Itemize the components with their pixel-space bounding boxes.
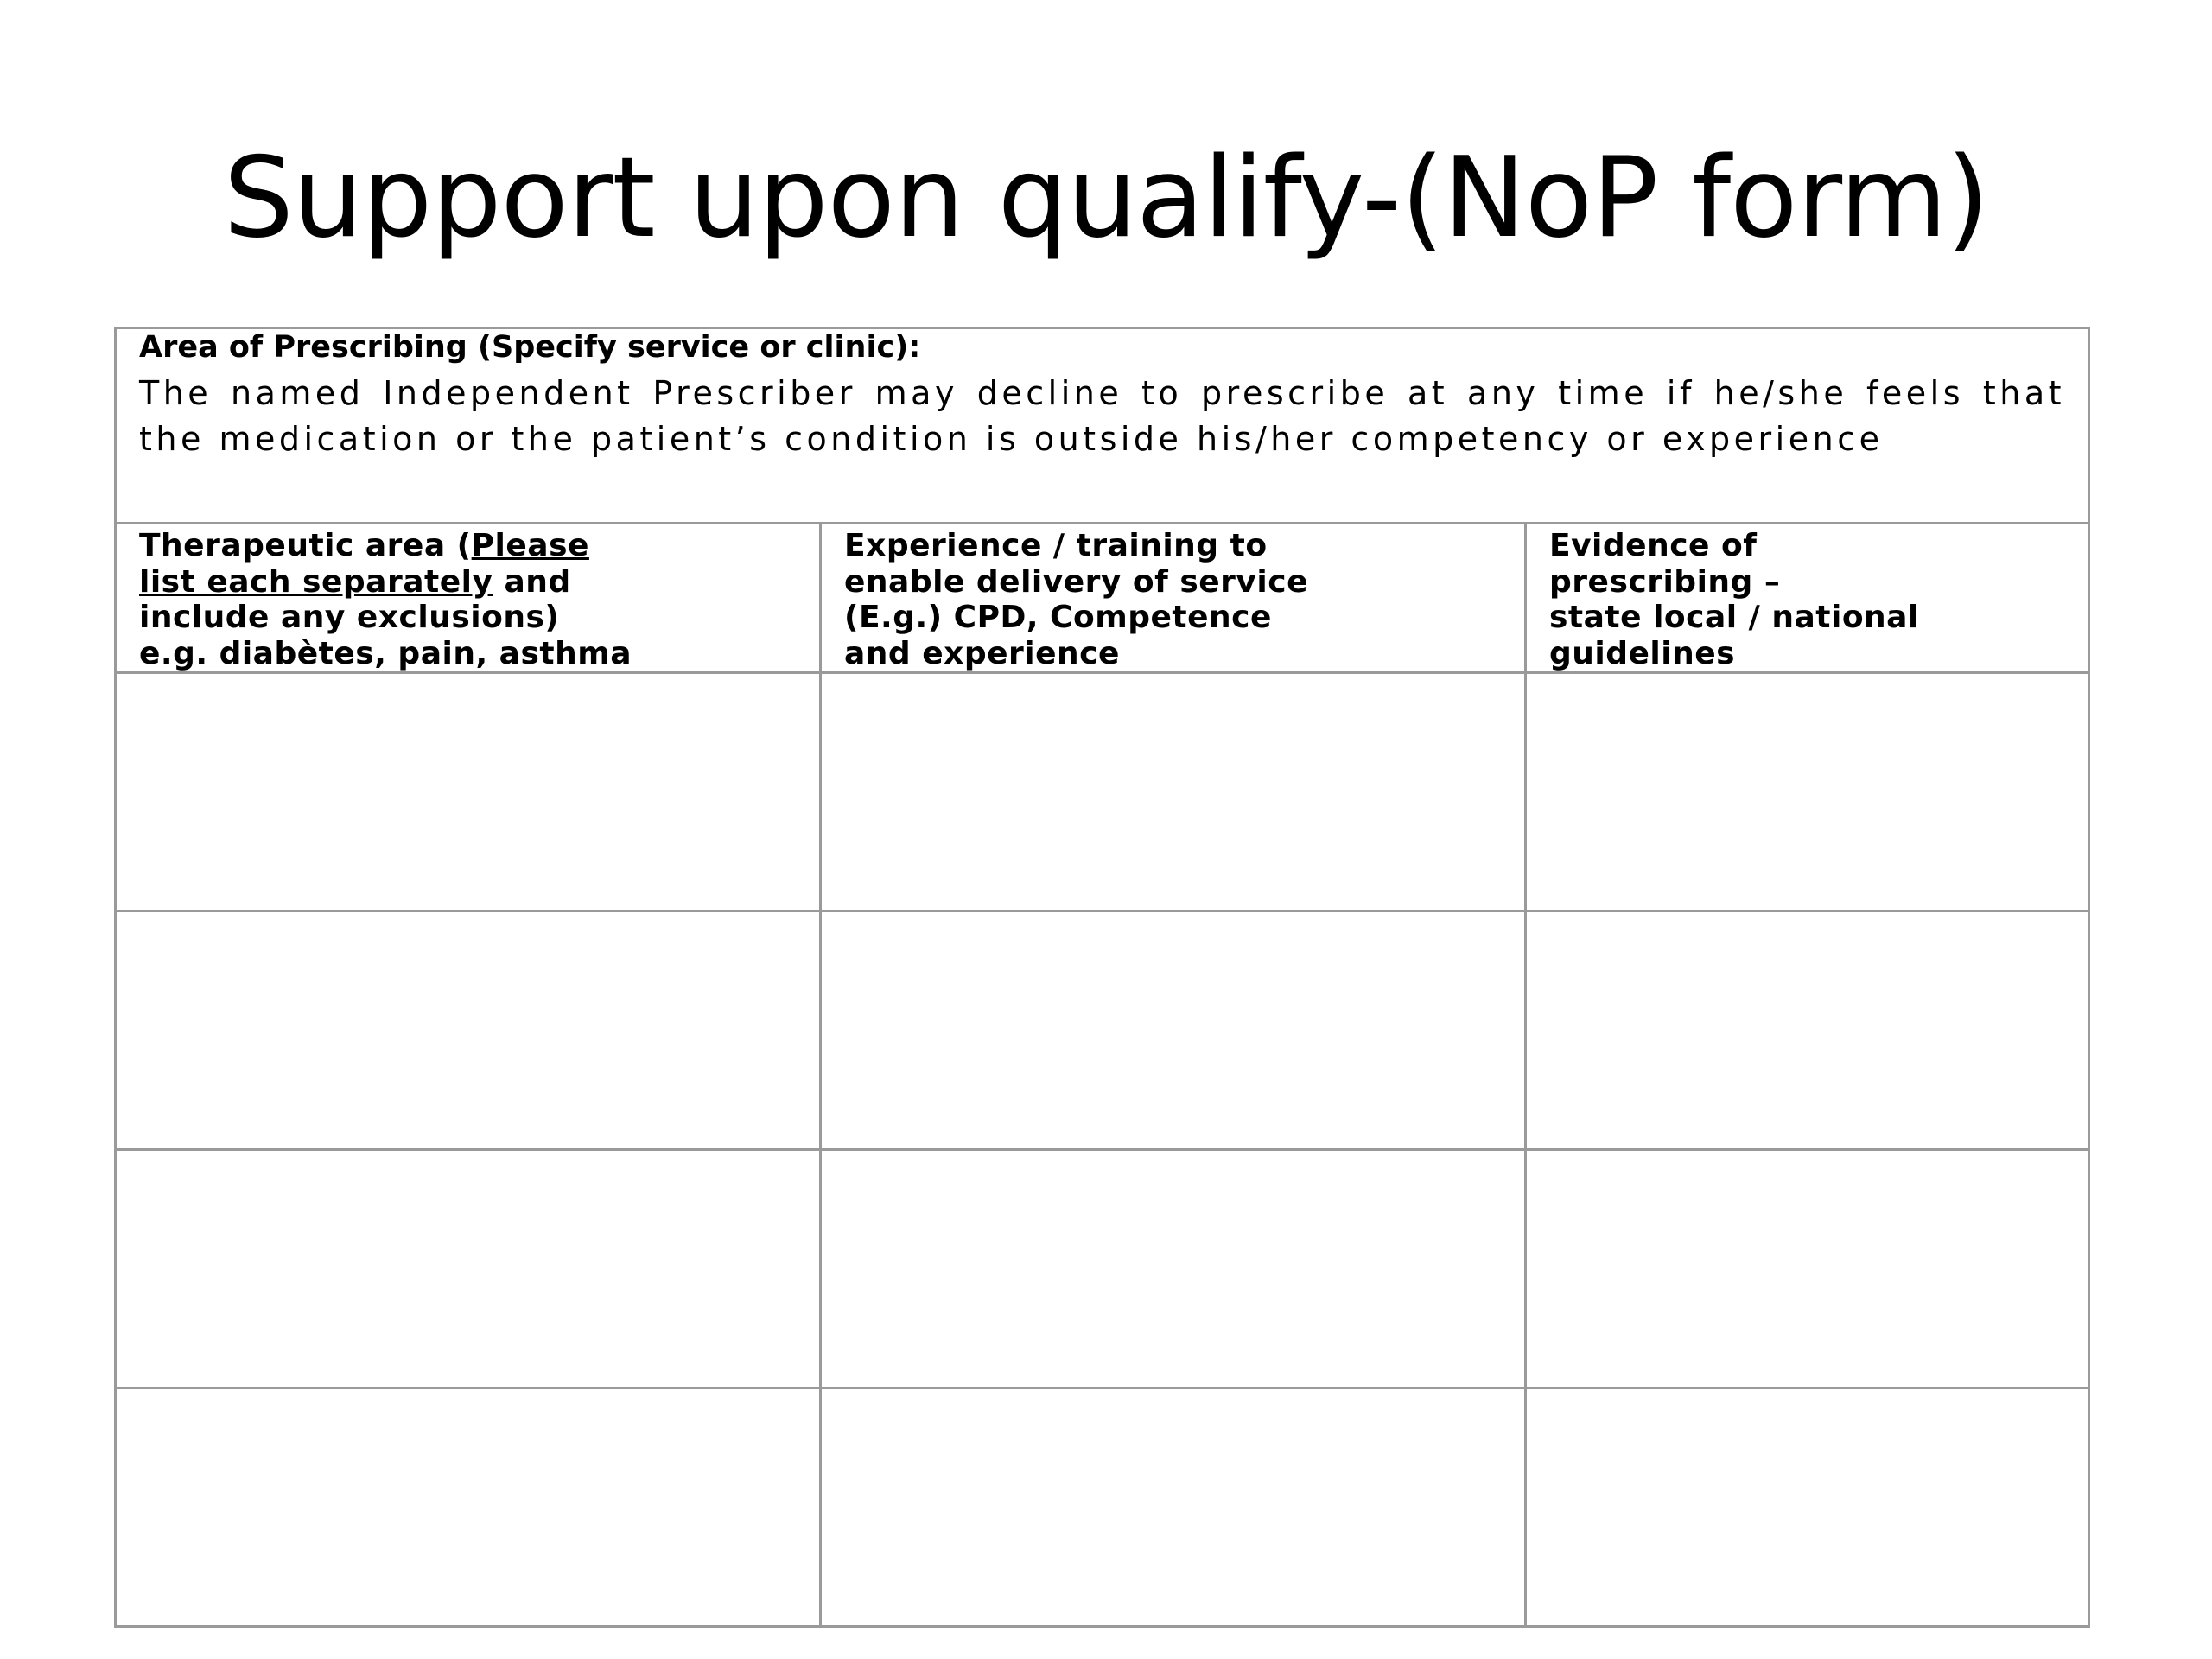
table-row: [116, 912, 2089, 1150]
prescriber-disclaimer: The named Independent Prescriber may decline to prescribe at any time if he/she feels that the medication or the patient’s condition is outside his/her competency or experience: [139, 374, 2066, 458]
slide-title: Support upon qualify-(NoP form): [223, 134, 1989, 263]
experience-training-entry[interactable]: [821, 673, 1526, 912]
evidence-entry[interactable]: [1526, 912, 2089, 1150]
header-text: Therapeutic area (: [139, 528, 472, 563]
header-text: (E.g.) CPD, Competence: [844, 600, 1272, 635]
header-text: enable delivery of service: [844, 563, 1308, 600]
header-text: include any exclusions): [139, 600, 560, 635]
header-row: [116, 524, 2089, 673]
evidence-entry[interactable]: [1526, 673, 2089, 912]
table-row: [116, 1389, 2089, 1627]
table-row: [116, 673, 2089, 912]
therapeutic-area-entry[interactable]: [116, 673, 821, 912]
area-of-prescribing-label: Area of Prescribing (Specify service or clinic):: [139, 330, 921, 365]
therapeutic-area-entry[interactable]: [116, 1389, 821, 1627]
header-text: state local / national: [1549, 600, 1919, 635]
header-experience-training: [821, 524, 1526, 673]
header-text: e.g. diabètes, pain, asthma: [139, 635, 632, 671]
header-text: guidelines: [1549, 635, 1736, 671]
header-text: prescribing –: [1549, 563, 1781, 600]
table-row: [116, 1150, 2089, 1389]
experience-training-entry[interactable]: [821, 912, 1526, 1150]
header-text: Evidence of: [1549, 528, 1758, 563]
header-evidence-of-prescribing: [1526, 524, 2089, 673]
header-text: Experience / training to: [844, 528, 1268, 563]
area-of-prescribing-cell[interactable]: [116, 328, 2089, 524]
header-text: and: [493, 563, 571, 600]
header-text: and experience: [844, 635, 1120, 671]
header-therapeutic-area: [116, 524, 821, 673]
therapeutic-area-entry[interactable]: [116, 912, 821, 1150]
experience-training-entry[interactable]: [821, 1150, 1526, 1389]
header-text-underlined: list each separately: [139, 563, 493, 600]
intro-row: [116, 328, 2089, 524]
evidence-entry[interactable]: [1526, 1389, 2089, 1627]
header-text-underlined: Please: [471, 528, 589, 563]
therapeutic-area-entry[interactable]: [116, 1150, 821, 1389]
nop-form-table: [114, 327, 2090, 1628]
evidence-entry[interactable]: [1526, 1150, 2089, 1389]
experience-training-entry[interactable]: [821, 1389, 1526, 1627]
